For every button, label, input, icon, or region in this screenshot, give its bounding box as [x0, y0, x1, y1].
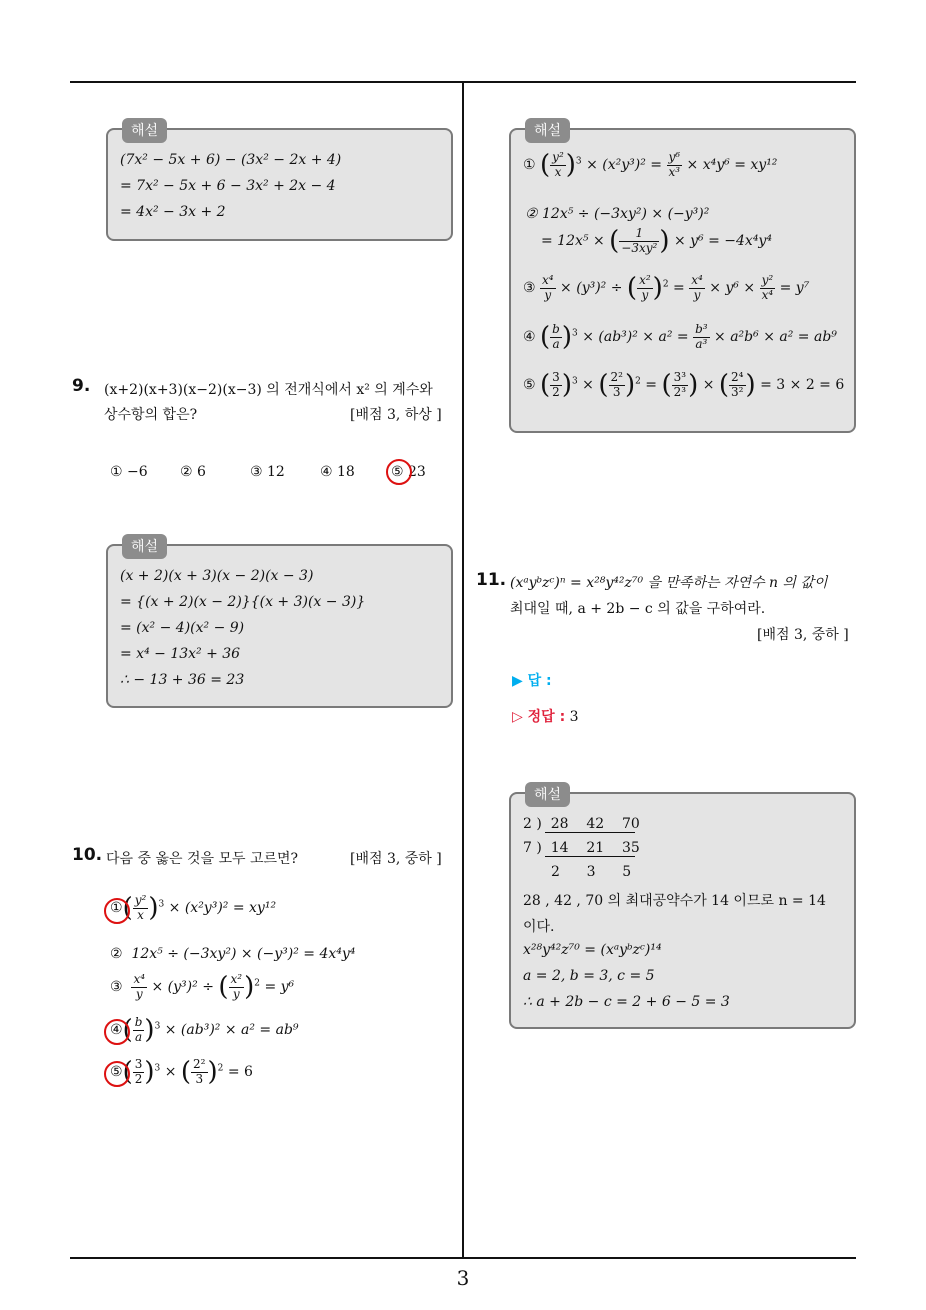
fraction: $\frac{3}{2}$	[134, 1057, 143, 1086]
q11-solution-line: 28 , 42 , 70 의 최대공약수가 14 이므로 n = 14	[523, 893, 826, 909]
q9-solution-line: = x⁴ − 13x² + 36	[120, 646, 241, 662]
q11-division-row-3: 2 3 5	[551, 864, 632, 880]
q9-choice-2[interactable]: ② 6	[180, 464, 206, 480]
q8-solution-line: (7x² − 5x + 6) − (3x² − 2x + 4)	[120, 152, 342, 168]
q10-choice-3[interactable]: ③ $\frac{\text{x⁴}}{y}$ × (y³)² ÷ ( $\frac{\text{x²}}{y}$ )$^2$ = y⁶	[110, 972, 295, 1002]
q9-choice-4[interactable]: ④ 18	[320, 464, 355, 480]
q8-solution-box	[106, 123, 453, 241]
page-number: 3	[456, 1266, 470, 1290]
q11-number: 11.	[476, 570, 507, 590]
fraction: $\frac{\text{x⁴}}{y}$	[133, 972, 146, 1001]
q11-text-line2: 최대일 때, a + 2b − c 의 값을 구하여라.	[510, 601, 766, 617]
division-underline	[545, 832, 635, 833]
q11-solution-box	[509, 787, 856, 1029]
q10-solution-line-1: ① ( $\frac{\text{y²}}{x}$ )$^3$ × (x²y³)² = $\frac{\text{y⁶}}{\text{x³}}$ × x⁴y⁶ = xy¹²	[523, 150, 778, 180]
q8-solution-line: = 4x² − 3x + 2	[120, 204, 226, 220]
q9-solution-line: (x + 2)(x + 3)(x − 2)(x − 3)	[120, 568, 314, 584]
fraction: $\frac{\text{y²}}{x}$	[134, 893, 147, 922]
q11-points: [배점 3, 중하 ]	[757, 627, 849, 643]
q9-choice-5[interactable]: ⑤ 23	[391, 464, 426, 480]
q11-solution-line: x²⁸y⁴²z⁷⁰ = (xᵃyᵇzᶜ)¹⁴	[523, 942, 662, 958]
correct-label: ▷ 정답 :	[512, 709, 566, 725]
q9-solution-box	[106, 539, 453, 708]
solution-tag: 해설	[122, 534, 167, 559]
q9-answer-circle	[386, 459, 412, 485]
q10-answer-circle-4	[104, 1019, 130, 1045]
q11-solution-line: ∴ a + 2b − c = 2 + 6 − 5 = 3	[523, 994, 730, 1010]
fraction: $\frac{b}{a}$	[134, 1015, 143, 1044]
q11-solution-line: a = 2, b = 3, c = 5	[523, 968, 655, 984]
q9-choice-3[interactable]: ③ 12	[250, 464, 285, 480]
q11-solution-line: 이다.	[523, 919, 555, 935]
q10-answer-circle-1	[104, 898, 130, 924]
q11-answer-label[interactable]: ▶ 답 :	[512, 673, 552, 689]
q10-solution-box	[509, 123, 856, 433]
solution-tag: 해설	[525, 782, 570, 807]
q8-solution-line: = 7x² − 5x + 6 − 3x² + 2x − 4	[120, 178, 336, 194]
fraction: $\frac{\text{x²}}{y}$	[230, 972, 243, 1001]
column-divider	[462, 82, 464, 1258]
q9-choice-1[interactable]: ① −6	[110, 464, 148, 480]
q10-choice-1[interactable]: ①( $\frac{\text{y²}}{x}$ )$^3$ × (x²y³)² = xy¹²	[110, 893, 277, 923]
fraction: $\frac{\text{2²}}{3}$	[193, 1057, 206, 1086]
q9-text-line1: (x+2)(x+3)(x−2)(x−3) 의 전개식에서 x² 의 계수와	[104, 382, 433, 398]
q10-answer-circle-5	[104, 1061, 130, 1087]
choice-mark: ①	[110, 900, 123, 916]
q10-points: [배점 3, 중하 ]	[350, 851, 442, 867]
q9-text-line2: 상수항의 합은?	[104, 407, 198, 423]
choice-mark: ②	[110, 946, 123, 962]
q9-solution-line: ∴ − 13 + 36 = 23	[120, 672, 245, 688]
q11-division-row-1: 2 ) 28 42 70	[523, 816, 640, 832]
q10-solution-line-4: ④ ( $\frac{b}{a}$ )$^3$ × (ab³)² × a² = $\frac{\text{b³}}{\text{a³}}$ × a²b⁶ × a² = ab⁹	[523, 322, 837, 352]
q11-division-row-2: 7 ) 14 21 35	[523, 840, 640, 856]
solution-tag: 해설	[525, 118, 570, 143]
q11-text-line1: (xᵃyᵇzᶜ)ⁿ = x²⁸y⁴²z⁷⁰ 을 만족하는 자연수 n 의 값이	[510, 575, 828, 591]
choice-mark: ④	[110, 1022, 123, 1038]
q10-choice-5[interactable]: ⑤( $\frac{3}{2}$ )$^3$ × ( $\frac{\text{2²}}{3}$ )$^2$ = 6	[110, 1057, 253, 1087]
q10-choice-2[interactable]: ② 12x⁵ ÷ (−3xy²) × (−y³)² = 4x⁴y⁴	[110, 946, 356, 962]
q10-text: 다음 중 옳은 것을 모두 고르면?	[106, 851, 299, 867]
q10-solution-line-2b: = 12x⁵ × ( $\frac{1}{\text{−3xy²}}$ ) × y⁶ = −4x⁴y⁴	[541, 226, 772, 256]
q11-correct-answer	[512, 706, 579, 726]
correct-value: 3	[569, 709, 579, 725]
q10-choice-4[interactable]: ④( $\frac{b}{a}$ )$^3$ × (ab³)² × a² = ab⁹	[110, 1015, 299, 1045]
choice-mark: ⑤	[110, 1064, 123, 1080]
q9-solution-line: = (x² − 4)(x² − 9)	[120, 620, 245, 636]
q10-number: 10.	[72, 845, 103, 865]
q10-solution-line-3: ③ $\frac{\text{x⁴}}{y}$ × (y³)² ÷ ( $\frac{\text{x²}}{y}$ )$^2$ = $\frac{\text{x⁴}}{y}$ × y⁶ × $\frac{\text{y²}}{\text{x⁴}}$ = y⁷	[523, 273, 810, 303]
q10-solution-line-2a: ② 12x⁵ ÷ (−3xy²) × (−y³)²	[525, 206, 710, 222]
q10-solution-line-5: ⑤ ( $\frac{3}{2}$ )$^3$ × ( $\frac{\text{2²}}{3}$ )$^2$ = ( $\frac{\text{3³}}{\text{2³}}$ ) × ( $\frac{\text{2⁴}}{\text{3²}}$ ) = 3 × 2 = 6	[523, 370, 845, 400]
solution-tag: 해설	[122, 118, 167, 143]
division-underline	[545, 856, 635, 857]
q9-number: 9.	[72, 376, 91, 396]
choice-mark: ③	[110, 979, 123, 995]
q9-solution-line: = {(x + 2)(x − 2)}{(x + 3)(x − 3)}	[120, 594, 366, 610]
q9-points: [배점 3, 하상 ]	[350, 407, 442, 423]
